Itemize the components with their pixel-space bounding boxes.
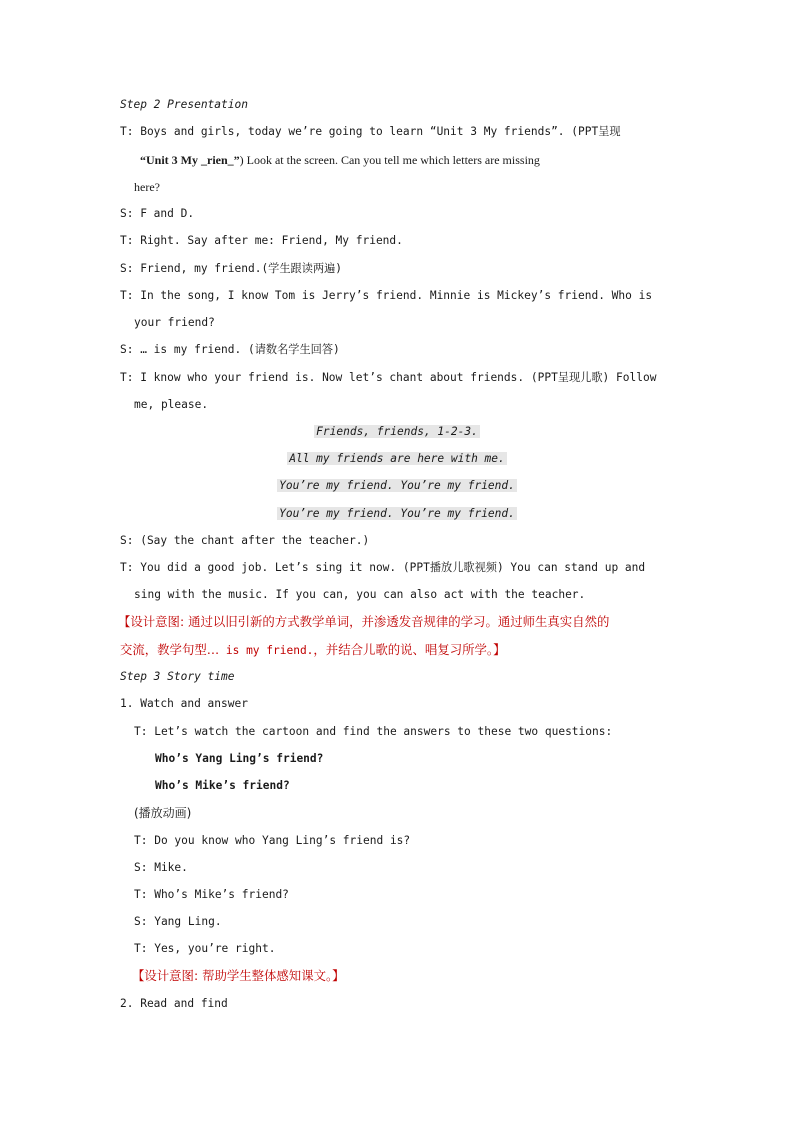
student-line-6: S: Yang Ling. [134, 915, 222, 928]
chant-line-3: You’re my friend. You’re my friend. [279, 479, 515, 492]
teacher-line-10: sing with the music. If you can, you can also act with the teacher. [134, 588, 586, 601]
design-intent-1b: 交流，教学句型… is my friend.，并结合儿歌的说、唱复习所学。】 [120, 642, 506, 657]
student-line-4: S: (Say the chant after the teacher.) [120, 534, 370, 547]
step3-heading: Step 3 Story time [120, 670, 235, 683]
teacher-line-4: T: Right. Say after me: Friend, My friend. [120, 234, 403, 247]
chant-line-1: Friends, friends, 1-2-3. [316, 425, 478, 438]
question-1: Who’s Yang Ling’s friend? [155, 752, 324, 765]
teacher-line-6: your friend? [134, 316, 215, 329]
chant-line-2: All my friends are here with me. [289, 452, 505, 465]
design-intent-2: 【设计意图: 帮助学生整体感知课文。】 [132, 968, 345, 983]
question-2: Who’s Mike’s friend? [155, 779, 290, 792]
teacher-line-2-rest: ) Look at the screen. Can you tell me which letters are missing [239, 153, 540, 167]
step2-heading: Step 2 Presentation [120, 98, 248, 111]
student-line-3: S: … is my friend. (请数名学生回答) [120, 343, 340, 356]
teacher-line-8: me, please. [134, 398, 209, 411]
student-line-5: S: Mike. [134, 861, 188, 874]
teacher-line-2 [140, 152, 540, 169]
student-line-1: S: F and D. [120, 207, 195, 220]
teacher-line-9: T: You did a good job. Let’s sing it now. (PPT播放儿歌视频) You can stand up and [120, 561, 646, 574]
teacher-line-11: T: Do you know who Yang Ling’s friend is? [134, 834, 411, 847]
teacher-line-3: here? [134, 180, 160, 194]
teacher-line-7: T: I know who your friend is. Now let’s chant about friends. (PPT呈现儿歌) Follow [120, 371, 657, 384]
chant-line-4: You’re my friend. You’re my friend. [279, 507, 515, 520]
teacher-question-intro: T: Let’s watch the cartoon and find the answers to these two questions: [134, 725, 613, 738]
teacher-line-13: T: Yes, you’re right. [134, 942, 276, 955]
teacher-line-5: T: In the song, I know Tom is Jerry’s friend. Minnie is Mickey’s friend. Who is [120, 289, 653, 302]
design-intent-1a: 【设计意图: 通过以旧引新的方式教学单词，并渗透发音规律的学习。通过师生真实自然的 [118, 614, 610, 629]
unit-title-missing-letters: “Unit 3 My _rien_” [140, 153, 240, 167]
step3-item-2: 2. Read and find [120, 997, 228, 1010]
play-animation-note: (播放动画) [134, 806, 192, 820]
step3-item-1: 1. Watch and answer [120, 697, 248, 710]
teacher-line-1: T: Boys and girls, today we’re going to learn “Unit 3 My friends”. (PPT呈现 [120, 125, 621, 138]
teacher-line-12: T: Who’s Mike’s friend? [134, 888, 289, 901]
student-line-2: S: Friend, my friend.(学生跟读两遍) [120, 262, 343, 275]
